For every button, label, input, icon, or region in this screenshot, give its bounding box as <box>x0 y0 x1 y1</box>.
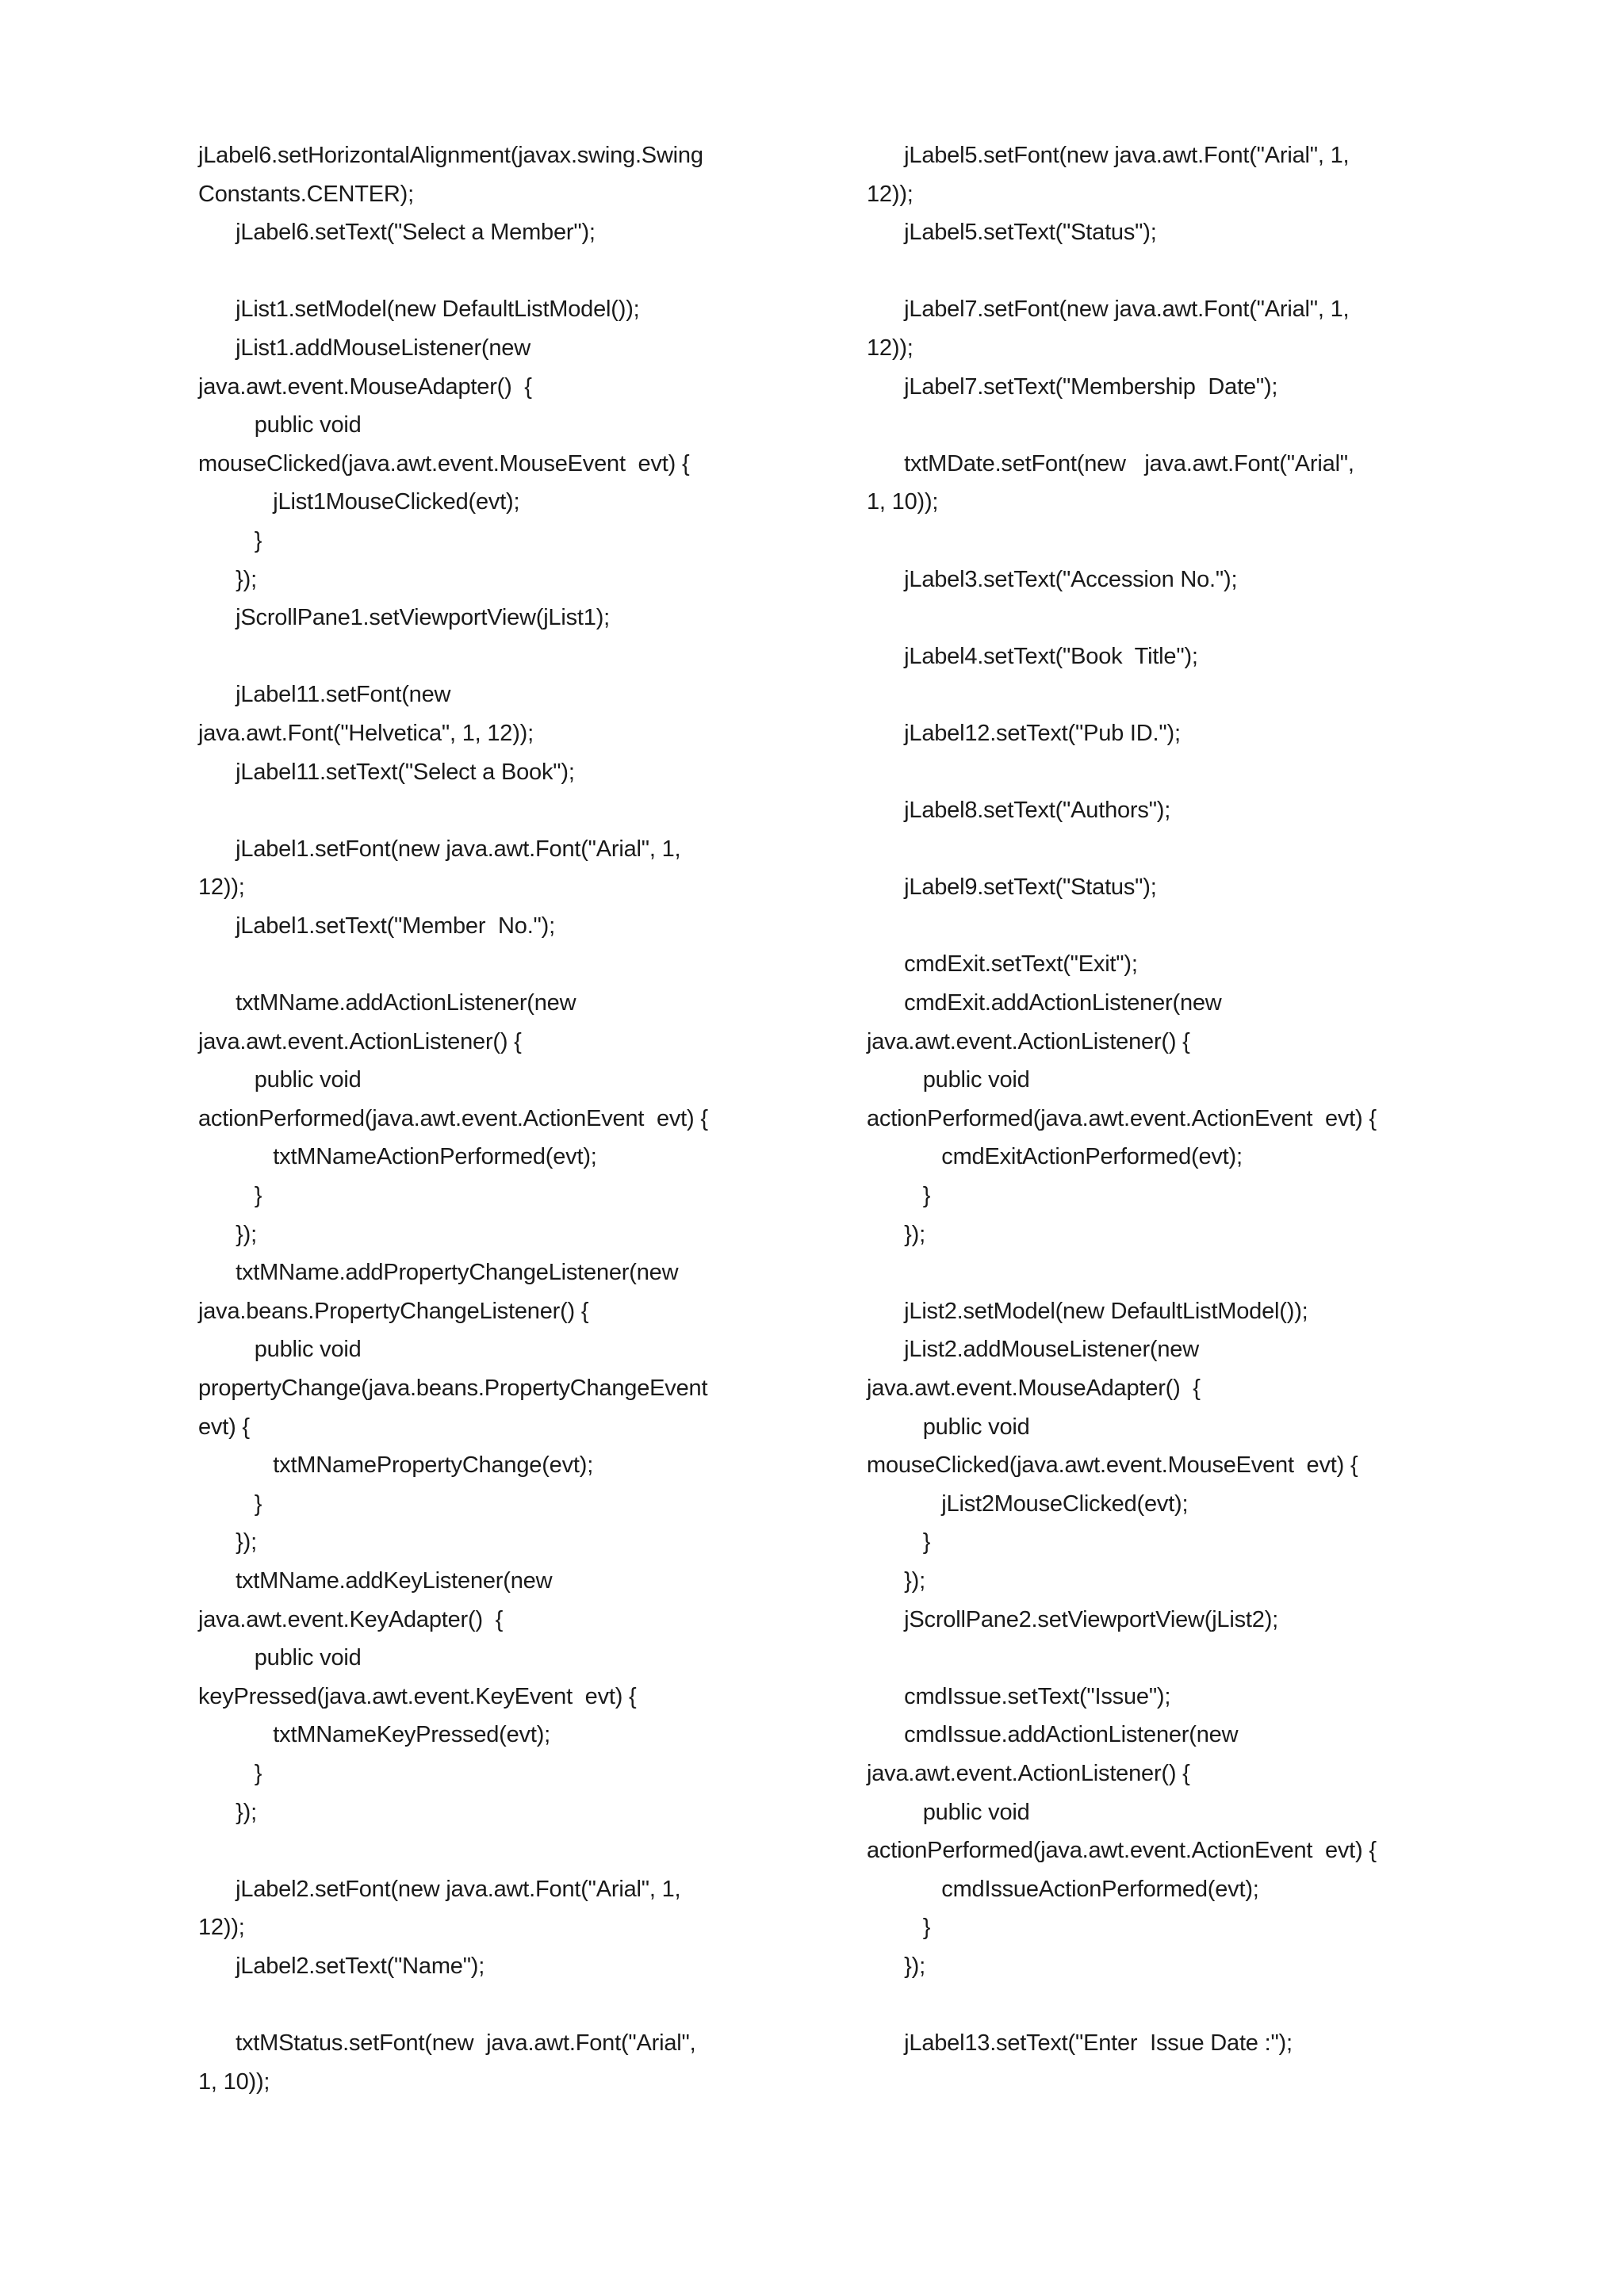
code-line: jLabel8.setText("Authors"); <box>867 798 1171 824</box>
code-line <box>867 907 1454 946</box>
code-line: mouseClicked(java.awt.event.MouseEvent evt) { <box>867 1452 1358 1479</box>
code-line: }); <box>867 1567 925 1594</box>
code-line: }); <box>867 1953 925 1979</box>
code-line: evt) { <box>198 1414 250 1440</box>
code-line: cmdExit.setText("Exit"); <box>867 951 1138 978</box>
code-line: jLabel9.setText("Status"); <box>867 874 1157 901</box>
code-line: public void <box>867 1414 1030 1440</box>
code-line: jLabel3.setText("Accession No."); <box>867 566 1238 592</box>
code-line: actionPerformed(java.awt.event.ActionEvent evt) { <box>867 1838 1377 1864</box>
code-line: public void <box>867 1067 1030 1093</box>
code-line: txtMNameKeyPressed(evt); <box>198 1722 551 1748</box>
code-line <box>198 1831 785 1870</box>
code-line: public void <box>198 1067 362 1093</box>
code-line: jLabel13.setText("Enter Issue Date :"); <box>867 2030 1293 2057</box>
code-line: jScrollPane1.setViewportView(jList1); <box>198 605 611 631</box>
code-line: }); <box>198 1799 257 1825</box>
code-line: } <box>198 1490 262 1517</box>
code-line: java.awt.event.KeyAdapter() { <box>198 1606 504 1632</box>
code-line: 1, 10)); <box>867 489 939 515</box>
code-line: mouseClicked(java.awt.event.MouseEvent evt) { <box>198 450 690 476</box>
code-line <box>867 753 1454 792</box>
code-line: jLabel5.setFont(new java.awt.Font("Arial", 1, <box>867 143 1350 168</box>
code-line: } <box>198 1183 262 1209</box>
code-line: jList2.addMouseListener(new <box>867 1337 1199 1363</box>
code-line: jLabel6.setText("Select a Member"); <box>198 220 596 246</box>
code-line: public void <box>867 1799 1030 1825</box>
code-line: 12)); <box>867 181 914 207</box>
code-line <box>867 830 1454 869</box>
code-line: txtMNameActionPerformed(evt); <box>198 1144 597 1170</box>
code-line: jLabel11.setFont(new <box>198 682 451 708</box>
code-line: }); <box>198 1529 257 1556</box>
left-code-column <box>198 136 785 2101</box>
code-line: 12)); <box>867 335 914 361</box>
code-line <box>867 675 1454 714</box>
code-line: jScrollPane2.setViewportView(jList2); <box>867 1606 1279 1632</box>
code-line: txtMNamePropertyChange(evt); <box>198 1452 594 1479</box>
code-line: 1, 10)); <box>198 2068 270 2095</box>
code-line <box>198 1986 785 2025</box>
code-line: jLabel2.setFont(new java.awt.Font("Arial", 1, <box>198 1876 681 1902</box>
code-line: actionPerformed(java.awt.event.ActionEvent evt) { <box>867 1105 1377 1131</box>
code-line: txtMDate.setFont(new java.awt.Font("Arial", <box>867 450 1354 476</box>
code-line: 12)); <box>198 1915 245 1941</box>
code-line: 12)); <box>198 874 245 901</box>
code-line: java.awt.event.ActionListener() { <box>867 1760 1190 1786</box>
right-code-column <box>867 136 1454 2063</box>
code-line: keyPressed(java.awt.event.KeyEvent evt) { <box>198 1683 637 1709</box>
code-line: java.awt.event.MouseAdapter() { <box>867 1376 1201 1401</box>
code-line: Constants.CENTER); <box>198 181 414 207</box>
code-line: public void <box>198 1645 362 1671</box>
code-line: jLabel5.setText("Status"); <box>867 220 1157 246</box>
code-line: actionPerformed(java.awt.event.ActionEvent evt) { <box>198 1105 708 1131</box>
code-line: jList2.setModel(new DefaultListModel()); <box>867 1298 1308 1324</box>
code-line: }); <box>198 1221 257 1247</box>
code-line: propertyChange(java.beans.PropertyChangeEvent <box>198 1376 708 1401</box>
code-line: } <box>198 1760 262 1786</box>
code-line <box>198 791 785 830</box>
code-line: }); <box>198 566 257 592</box>
code-line: txtMName.addKeyListener(new <box>198 1567 553 1594</box>
code-line <box>867 252 1454 291</box>
code-line: }); <box>867 1221 925 1247</box>
code-line: jLabel2.setText("Name"); <box>198 1953 485 1979</box>
code-line: cmdIssue.addActionListener(new <box>867 1722 1239 1748</box>
code-line <box>867 1253 1454 1292</box>
code-line: } <box>198 527 262 553</box>
code-line: jList1MouseClicked(evt); <box>198 489 520 515</box>
code-line: jLabel12.setText("Pub ID."); <box>867 720 1181 746</box>
code-line <box>198 637 785 676</box>
code-line: jList1.addMouseListener(new <box>198 335 530 361</box>
code-line: txtMName.addActionListener(new <box>198 990 576 1016</box>
code-line: public void <box>198 1337 362 1363</box>
code-line: cmdExit.addActionListener(new <box>867 990 1222 1016</box>
code-line <box>198 945 785 984</box>
code-line: txtMStatus.setFont(new java.awt.Font("Arial", <box>198 2030 696 2057</box>
code-line: cmdExitActionPerformed(evt); <box>867 1144 1243 1170</box>
code-line: cmdIssue.setText("Issue"); <box>867 1683 1171 1709</box>
code-line: } <box>867 1915 931 1941</box>
code-line: jList2MouseClicked(evt); <box>867 1490 1189 1517</box>
code-line: cmdIssueActionPerformed(evt); <box>867 1876 1259 1902</box>
code-line <box>867 1986 1454 2025</box>
code-line <box>198 252 785 291</box>
code-line: java.awt.event.ActionListener() { <box>198 1028 522 1054</box>
code-line: jLabel7.setFont(new java.awt.Font("Arial", 1, <box>867 297 1350 323</box>
code-line: jLabel6.setHorizontalAlignment(javax.swing.Swing <box>198 143 703 168</box>
code-line: } <box>867 1183 931 1209</box>
code-line: java.awt.event.ActionListener() { <box>867 1028 1190 1054</box>
code-line: jList1.setModel(new DefaultListModel()); <box>198 297 640 323</box>
code-line <box>867 522 1454 561</box>
code-line <box>867 599 1454 637</box>
code-line: jLabel11.setText("Select a Book"); <box>198 759 575 785</box>
code-line: java.beans.PropertyChangeListener() { <box>198 1298 589 1324</box>
code-line: public void <box>198 412 362 438</box>
code-line: txtMName.addPropertyChangeListener(new <box>198 1260 679 1286</box>
code-line: java.awt.event.MouseAdapter() { <box>198 373 532 400</box>
code-line <box>867 1639 1454 1678</box>
code-line: } <box>867 1529 931 1556</box>
code-line: jLabel1.setFont(new java.awt.Font("Arial", 1, <box>198 836 681 862</box>
code-line: java.awt.Font("Helvetica", 1, 12)); <box>198 720 534 746</box>
code-line: jLabel7.setText("Membership Date"); <box>867 373 1278 400</box>
code-line: jLabel4.setText("Book Title"); <box>867 643 1198 669</box>
code-line <box>867 406 1454 445</box>
code-line: jLabel1.setText("Member No."); <box>198 913 555 939</box>
